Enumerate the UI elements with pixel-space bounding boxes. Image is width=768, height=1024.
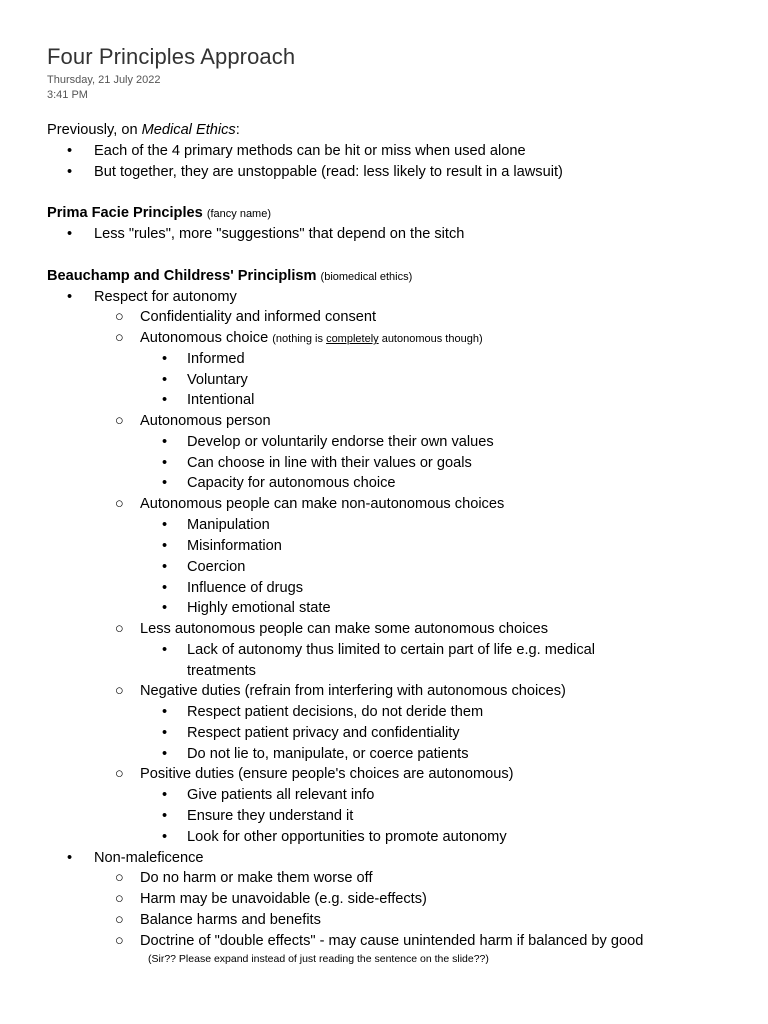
list-item: Balance harms and benefits [140,912,321,928]
list-item: Each of the 4 primary methods can be hit or miss when used alone [94,143,526,159]
list-item: Manipulation [187,517,270,533]
list-item: Can choose in line with their values or goals [187,455,472,471]
list-item: Influence of drugs [187,580,304,596]
bullet-dot-icon: • [162,559,168,575]
list-item: Respect patient privacy and confidentiality [187,725,460,741]
bc-heading: Beauchamp and Childress' Principlism (biomedical ethics) [47,268,413,284]
bullet-circle-icon: ○ [115,621,124,637]
bullet-dot-icon: • [162,600,168,616]
intro-heading: Previously, on Medical Ethics: [47,122,240,138]
bullet-dot-icon: • [162,787,168,803]
bullet-circle-icon: ○ [115,933,124,949]
list-item: Develop or voluntarily endorse their own values [187,434,494,450]
bullet-dot-icon: • [162,808,168,824]
bullet-dot-icon: • [67,164,73,180]
bullet-dot-icon: • [67,226,73,242]
list-item: Autonomous people can make non-autonomous choices [140,496,505,512]
list-item: Autonomous choice (nothing is completely autonomous though) [140,330,483,346]
list-item: Voluntary [187,372,248,388]
list-item: Coercion [187,559,246,575]
bullet-dot-icon: • [162,538,168,554]
bullet-circle-icon: ○ [115,891,124,907]
bullet-circle-icon: ○ [115,496,124,512]
list-item: Confidentiality and informed consent [140,309,377,325]
list-item: Respect for autonomy [94,289,237,305]
list-item: Give patients all relevant info [187,787,375,803]
list-item: Ensure they understand it [187,808,354,824]
bullet-circle-icon: ○ [115,413,124,429]
list-item: Less autonomous people can make some autonomous choices [140,621,549,637]
bullet-dot-icon: • [162,746,168,762]
list-item: Misinformation [187,538,282,554]
side-note: (Sir?? Please expand instead of just reading the sentence on the slide??) [148,953,489,965]
bullet-dot-icon: • [162,455,168,471]
page-time: 3:41 PM [47,89,88,101]
bullet-dot-icon: • [162,392,168,408]
bullet-circle-icon: ○ [115,683,124,699]
bullet-dot-icon: • [162,351,168,367]
list-item: Positive duties (ensure people's choices are autonomous) [140,766,514,782]
list-item: Lack of autonomy thus limited to certain part of life e.g. medical [187,642,596,658]
bullet-dot-icon: • [162,725,168,741]
bullet-dot-icon: • [162,372,168,388]
list-item: Capacity for autonomous choice [187,475,396,491]
bullet-dot-icon: • [162,704,168,720]
bullet-dot-icon: • [162,829,168,845]
bullet-dot-icon: • [67,143,73,159]
bullet-dot-icon: • [162,642,168,658]
list-item: Doctrine of "double effects" - may cause unintended harm if balanced by good [140,933,644,949]
page-title: Four Principles Approach [47,44,296,69]
list-item: Negative duties (refrain from interfering with autonomous choices) [140,683,566,699]
bullet-dot-icon: • [162,475,168,491]
bullet-circle-icon: ○ [115,912,124,928]
list-item: Autonomous person [140,413,271,429]
page-date: Thursday, 21 July 2022 [47,74,161,86]
bullet-dot-icon: • [162,434,168,450]
list-item: Highly emotional state [187,600,331,616]
bullet-circle-icon: ○ [115,309,124,325]
prima-heading: Prima Facie Principles (fancy name) [47,205,272,221]
bullet-dot-icon: • [162,517,168,533]
bullet-circle-icon: ○ [115,330,124,346]
bullet-dot-icon: • [162,580,168,596]
list-item: Less "rules", more "suggestions" that depend on the sitch [94,226,465,242]
bullet-dot-icon: • [67,289,73,305]
list-item-continuation: treatments [187,663,256,679]
list-item: Do no harm or make them worse off [140,870,373,886]
list-item: Informed [187,351,245,367]
list-item: Look for other opportunities to promote autonomy [187,829,507,845]
list-item: Respect patient decisions, do not deride them [187,704,484,720]
bullet-circle-icon: ○ [115,870,124,886]
list-item: Do not lie to, manipulate, or coerce patients [187,746,469,762]
list-item: Harm may be unavoidable (e.g. side-effects) [140,891,427,907]
bullet-dot-icon: • [67,850,73,866]
bullet-circle-icon: ○ [115,766,124,782]
list-item: Non-maleficence [94,850,204,866]
list-item: But together, they are unstoppable (read: less likely to result in a lawsuit) [94,164,563,180]
list-item: Intentional [187,392,255,408]
